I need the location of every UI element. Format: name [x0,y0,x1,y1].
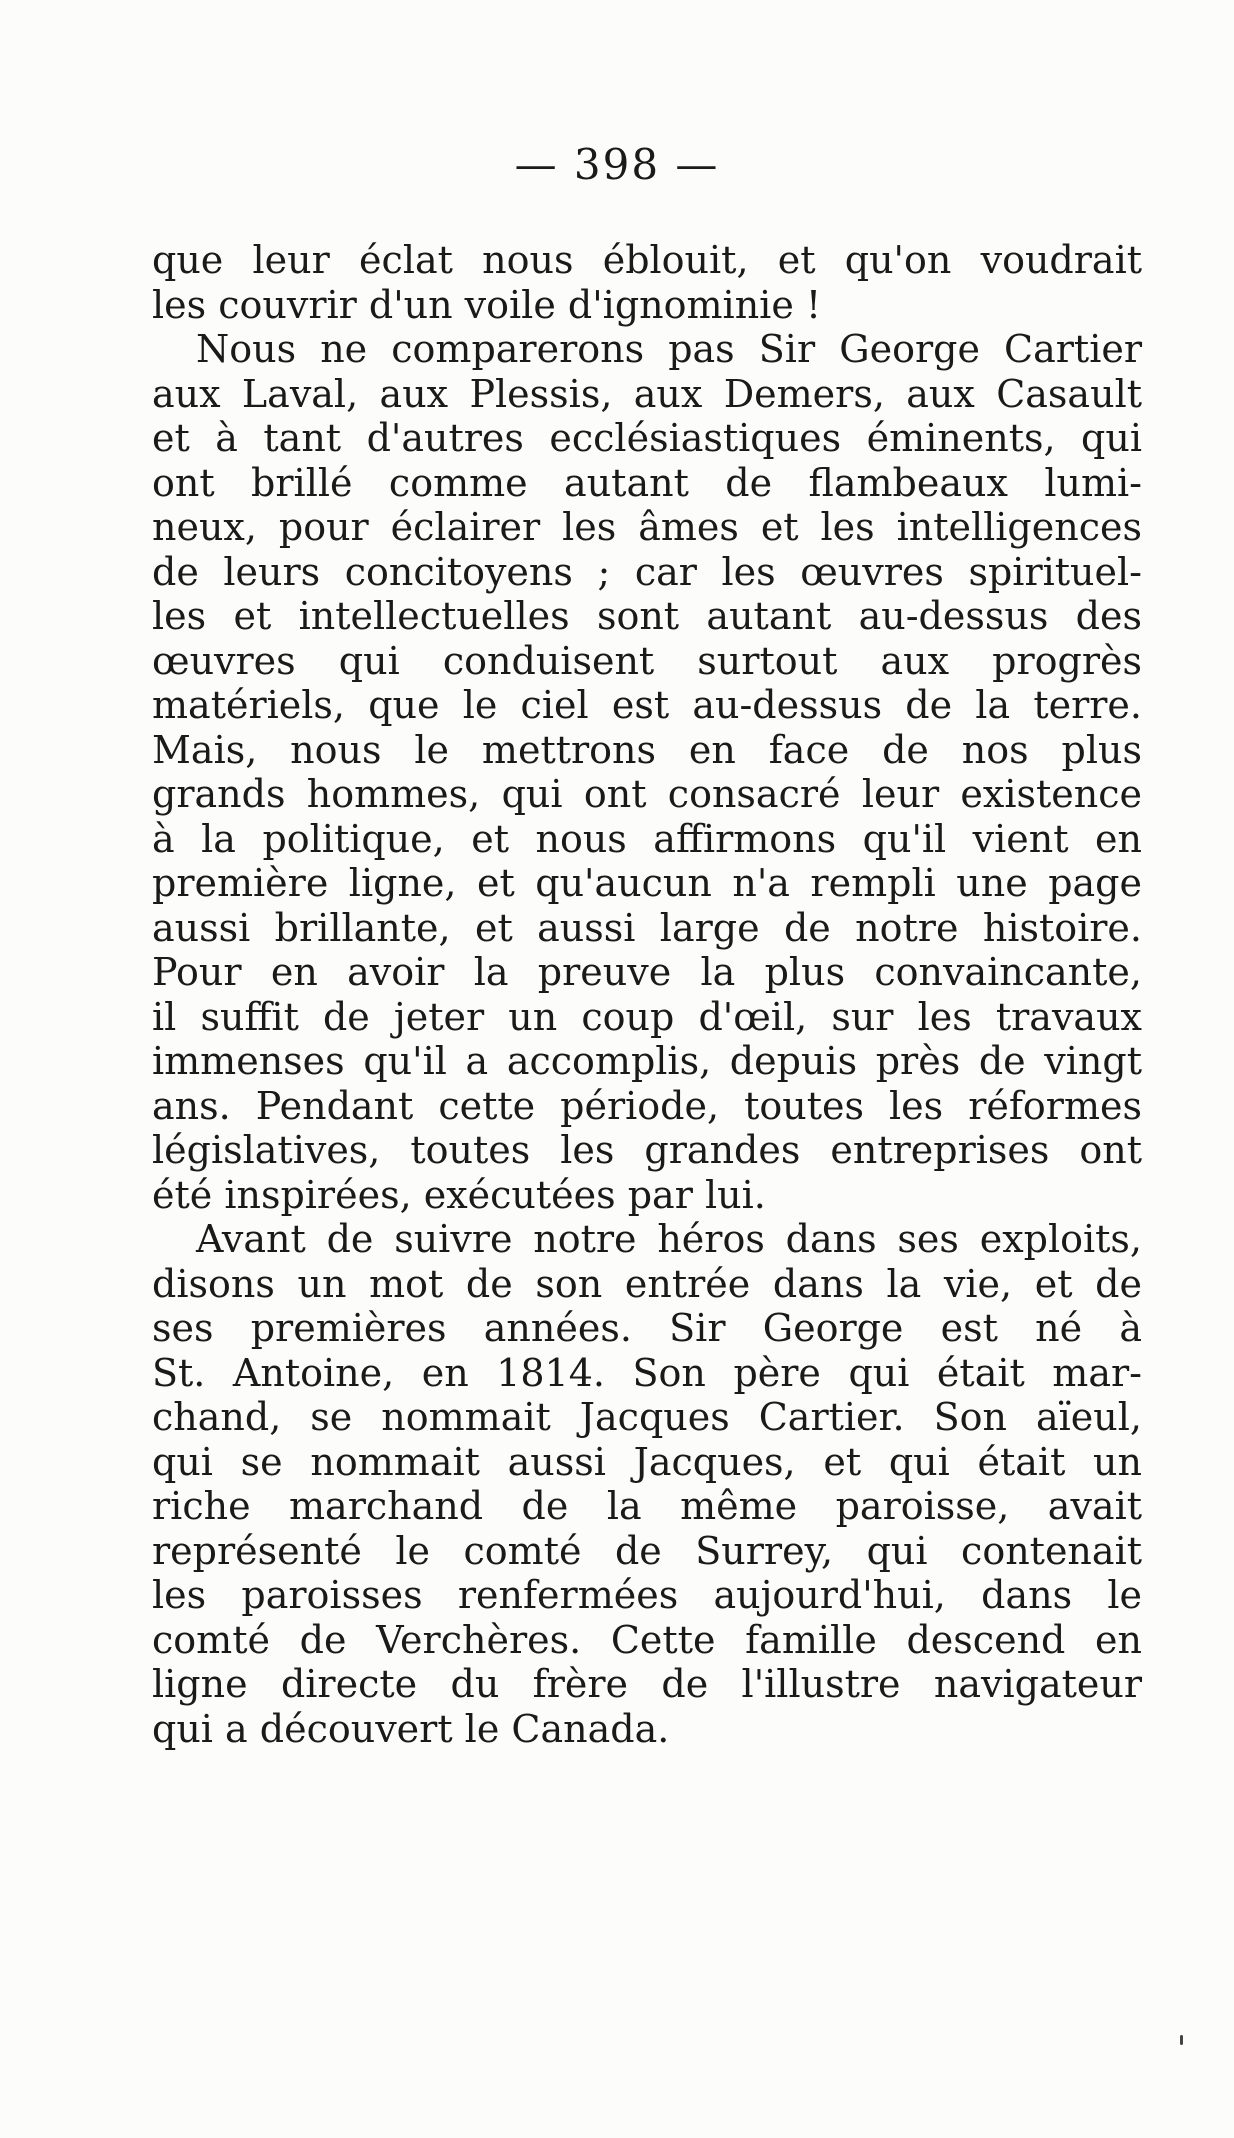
paragraph-start-line: Nous ne comparerons pas Sir George Cartier [196,327,1142,371]
print-speck [1180,2035,1183,2045]
text-line: législatives, toutes les grandes entreprises ont [152,1128,1142,1172]
text-line: œuvres qui conduisent surtout aux progrès [152,638,1142,683]
text-line: immenses qu'il a accomplis, depuis près de vingt [152,1039,1142,1083]
text-line: ans. Pendant cette période, toutes les réformes [152,1083,1142,1128]
text-line: les paroisses renfermées aujourd'hui, dans le [152,1573,1142,1617]
text-line: grands hommes, qui ont consacré leur existence [152,772,1142,816]
body-text [152,238,1142,1751]
text-line: qui se nommait aussi Jacques, et qui était un [152,1439,1142,1484]
text-line: été inspirées, exécutées par lui. [152,1172,766,1217]
text-line: riche marchand de la même paroisse, avait [152,1484,1142,1528]
text-line: représenté le comté de Surrey, qui contenait [152,1528,1142,1573]
text-line: ont brillé comme autant de flambeaux lumi- [152,460,1142,505]
text-line: Pour en avoir la preuve la plus convaincante, [152,950,1142,994]
paragraph-start-line: Avant de suivre notre héros dans ses exploits, [196,1217,1142,1261]
text-line: disons un mot de son entrée dans la vie, et de [152,1261,1142,1306]
text-line: les couvrir d'un voile d'ignominie ! [152,282,822,327]
text-line: St. Antoine, en 1814. Son père qui était mar- [152,1350,1142,1395]
text-line: ses premières années. Sir George est né à [152,1306,1142,1350]
text-line: il suffit de jeter un coup d'œil, sur les travaux [152,994,1142,1039]
text-line: de leurs concitoyens ; car les œuvres spirituel- [152,549,1142,594]
text-line: à la politique, et nous affirmons qu'il vient en [152,816,1142,861]
text-line: aussi brillante, et aussi large de notre histoire. [152,905,1142,950]
text-line: et à tant d'autres ecclésiastiques éminents, qui [152,416,1142,460]
text-line: aux Laval, aux Plessis, aux Demers, aux Casault [152,371,1142,416]
text-line: comté de Verchères. Cette famille descend en [152,1617,1142,1662]
text-line: les et intellectuelles sont autant au-dessus des [152,594,1142,638]
text-line: Mais, nous le mettrons en face de nos plus [152,727,1142,772]
text-line: première ligne, et qu'aucun n'a rempli une page [152,861,1142,905]
text-line: neux, pour éclairer les âmes et les intelligences [152,505,1142,549]
text-line: matériels, que le ciel est au-dessus de la terre. [152,683,1142,727]
text-line: chand, se nommait Jacques Cartier. Son aïeul, [152,1395,1142,1439]
text-line: ligne directe du frère de l'illustre navigateur [152,1662,1142,1706]
text-line: qui a découvert le Canada. [152,1706,670,1751]
page-number: — 398 — [514,140,720,189]
text-line: que leur éclat nous éblouit, et qu'on voudrait [152,238,1142,282]
